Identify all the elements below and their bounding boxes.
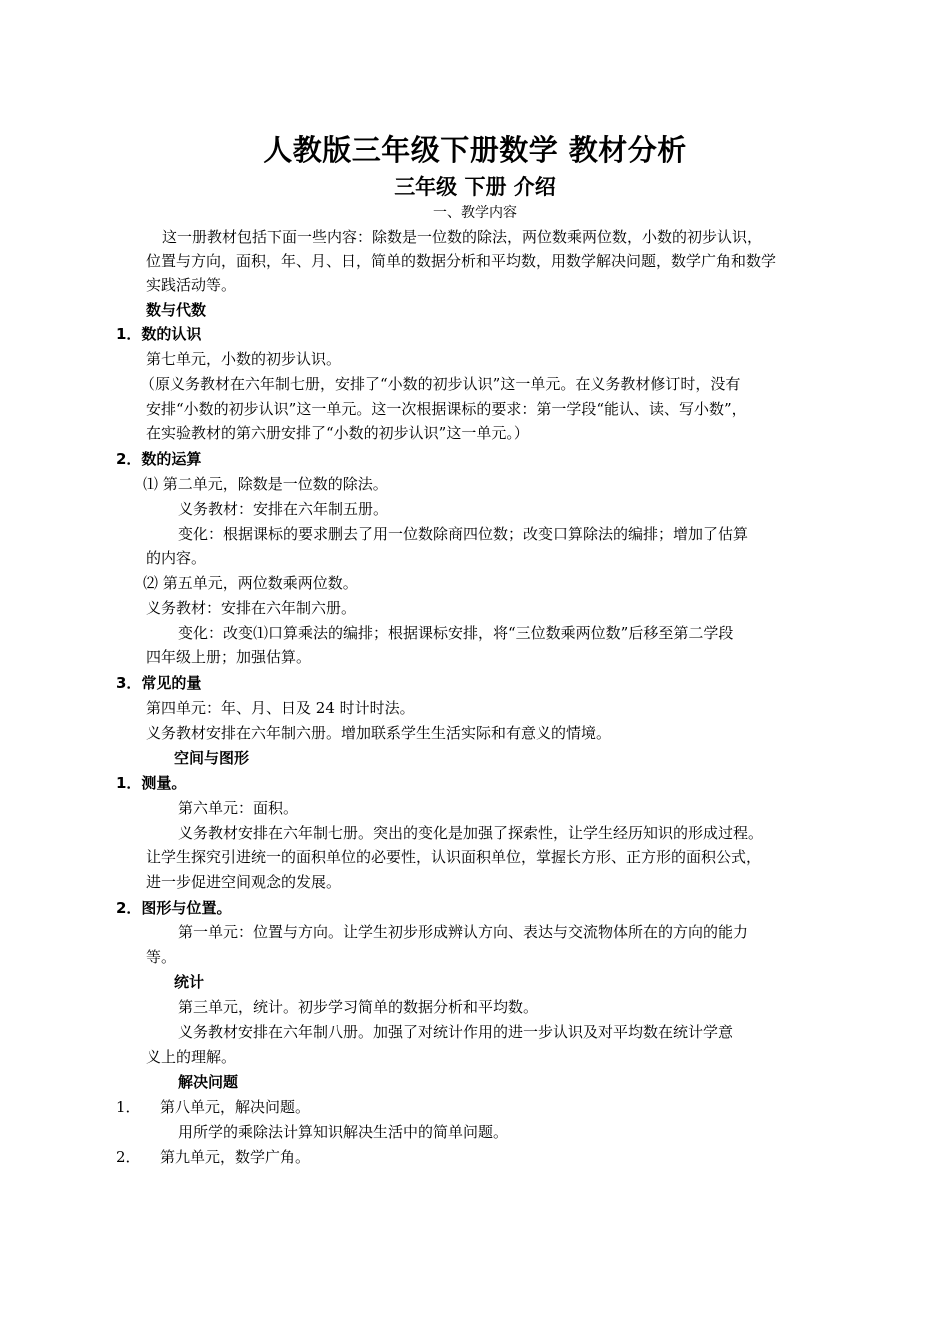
paragraph-line: 义务教材：安排在六年制五册。 [178, 500, 389, 518]
category-heading: 空间与图形 [174, 749, 250, 767]
category-heading: 统计 [174, 973, 205, 991]
paragraph-line: 义务教材：安排在六年制六册。 [146, 599, 357, 617]
item-heading: 1．测量。 [116, 774, 187, 792]
paragraph-line: ⑵ 第五单元，两位数乘两位数。 [143, 574, 358, 592]
paragraph-line: 等。 [146, 948, 177, 966]
paragraph-line: 变化：改变⑴口算乘法的编排；根据课标安排，将“三位数乘两位数”后移至第二学段 [178, 624, 734, 642]
paragraph-line: 进一步促进空间观念的发展。 [146, 873, 342, 891]
paragraph-line: 第六单元：面积。 [178, 799, 299, 817]
paragraph-line: 第七单元，小数的初步认识。 [146, 350, 342, 368]
paragraph-line: 实践活动等。 [146, 276, 237, 294]
paragraph-line: 第三单元，统计。初步学习简单的数据分析和平均数。 [178, 998, 539, 1016]
item-heading: 2．数的运算 [116, 450, 202, 468]
paragraph-line: 义务教材安排在六年制七册。突出的变化是加强了探索性，让学生经历知识的形成过程。 [178, 824, 764, 842]
paragraph-line: 在实验教材的第六册安排了“小数的初步认识”这一单元。） [146, 424, 529, 442]
document-title: 人教版三年级下册数学 教材分析 [263, 133, 687, 167]
item-heading: 2．图形与位置。 [116, 899, 232, 917]
paragraph-line: 第一单元：位置与方向。让学生初步形成辨认方向、表达与交流物体所在的方向的能力 [178, 923, 749, 941]
paragraph-line: 第四单元：年、月、日及 24 时计时法。 [146, 699, 415, 717]
paragraph-line: 第八单元，解决问题。 [160, 1098, 311, 1116]
document-subtitle: 三年级 下册 介绍 [394, 175, 556, 199]
section-heading: 一、教学内容 [433, 205, 517, 221]
paragraph-line: 位置与方向，面积，年、月、日，简单的数据分析和平均数，用数学解决问题，数学广角和数学 [146, 252, 777, 270]
paragraph-line: 义上的理解。 [146, 1048, 237, 1066]
paragraph-line: （原义务教材在六年制七册，安排了“小数的初步认识”这一单元。在义务教材修订时，没有 [140, 375, 741, 393]
paragraph-line: 义务教材安排在六年制六册。增加联系学生生活实际和有意义的情境。 [146, 724, 612, 742]
paragraph-line: 用所学的乘除法计算知识解决生活中的简单问题。 [178, 1123, 509, 1141]
item-heading: 1．数的认识 [116, 325, 202, 343]
paragraph-line: 义务教材安排在六年制八册。加强了对统计作用的进一步认识及对平均数在统计学意 [178, 1023, 734, 1041]
list-number: 2． [116, 1148, 141, 1166]
paragraph-line: 安排“小数的初步认识”这一单元。这一次根据课标的要求：第一学段“能认、读、写小数”， [146, 400, 747, 418]
paragraph-line: 四年级上册；加强估算。 [146, 648, 312, 666]
paragraph-line: 的内容。 [146, 549, 207, 567]
category-heading: 数与代数 [146, 301, 207, 319]
paragraph-line: 这一册教材包括下面一些内容：除数是一位数的除法，两位数乘两位数，小数的初步认识， [162, 228, 763, 246]
paragraph-line: ⑴ 第二单元，除数是一位数的除法。 [143, 475, 388, 493]
paragraph-line: 变化：根据课标的要求删去了用一位数除商四位数；改变口算除法的编排；增加了估算 [178, 525, 749, 543]
category-heading: 解决问题 [178, 1073, 239, 1091]
paragraph-line: 让学生探究引进统一的面积单位的必要性，认识面积单位，掌握长方形、正方形的面积公式， [146, 848, 762, 866]
paragraph-line: 第九单元，数学广角。 [160, 1148, 311, 1166]
item-heading: 3．常见的量 [116, 674, 202, 692]
list-number: 1． [116, 1098, 141, 1116]
